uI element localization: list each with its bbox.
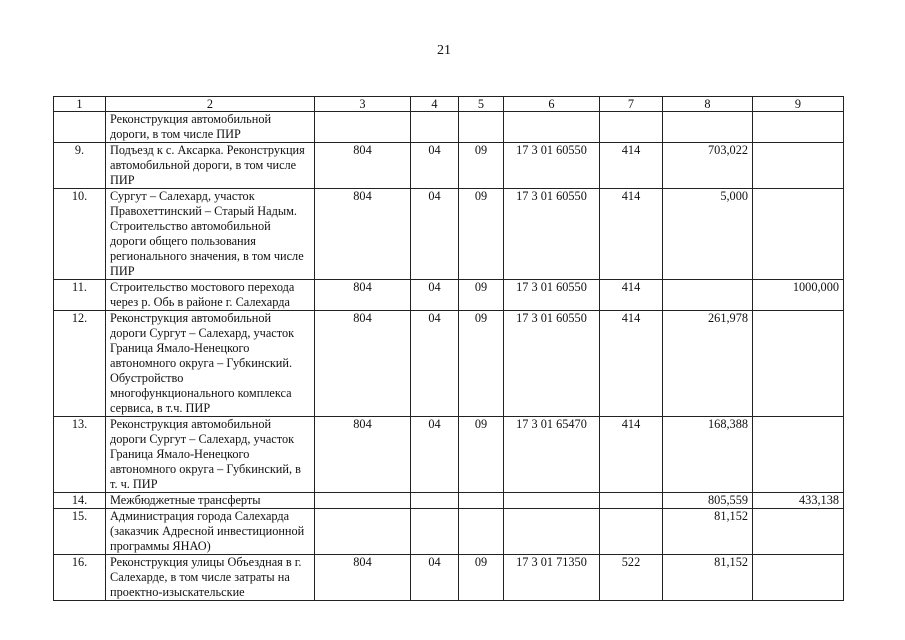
amount2-cell	[753, 143, 844, 189]
target-article-cell	[504, 112, 600, 143]
header-cell: 8	[663, 97, 753, 112]
section-cell: 04	[411, 555, 459, 601]
name-cell: Сургут – Салехард, участок Правохеттинский – Старый Надым. Строительство автомобильной дороги общего пользования регионального значения, в том числе ПИР	[106, 189, 315, 280]
section-cell: 04	[411, 143, 459, 189]
header-cell: 5	[459, 97, 504, 112]
subsection-cell	[459, 509, 504, 555]
subsection-cell: 09	[459, 555, 504, 601]
table-row	[54, 555, 844, 601]
name-cell: Реконструкция улицы Объездная в г. Салехарде, в том числе затраты на проектно-изыскательские	[106, 555, 315, 601]
table-row	[54, 493, 844, 509]
amount-cell: 805,559	[663, 493, 753, 509]
target-article-cell	[504, 493, 600, 509]
expense-type-cell: 414	[600, 417, 663, 493]
amount2-cell: 1000,000	[753, 280, 844, 311]
expense-type-cell	[600, 112, 663, 143]
table-row	[54, 417, 844, 493]
section-cell	[411, 112, 459, 143]
table-header-row	[54, 97, 844, 112]
subsection-cell	[459, 493, 504, 509]
amount2-cell	[753, 417, 844, 493]
table-body	[54, 97, 844, 601]
table-row	[54, 280, 844, 311]
code-cell: 804	[315, 555, 411, 601]
amount2-cell	[753, 112, 844, 143]
section-cell: 04	[411, 280, 459, 311]
header-cell: 4	[411, 97, 459, 112]
row-number-cell: 9.	[54, 143, 106, 189]
expense-type-cell: 414	[600, 189, 663, 280]
row-number-cell	[54, 112, 106, 143]
subsection-cell: 09	[459, 417, 504, 493]
code-cell: 804	[315, 417, 411, 493]
code-cell: 804	[315, 189, 411, 280]
target-article-cell: 17 3 01 65470	[504, 417, 600, 493]
amount2-cell	[753, 509, 844, 555]
table-row	[54, 112, 844, 143]
table-row	[54, 143, 844, 189]
name-cell: Администрация города Салехарда (заказчик Адресной инвестиционной программы ЯНАО)	[106, 509, 315, 555]
amount-cell: 81,152	[663, 555, 753, 601]
name-cell: Строительство мостового перехода через р. Обь в районе г. Салехарда	[106, 280, 315, 311]
table-row	[54, 509, 844, 555]
header-cell: 1	[54, 97, 106, 112]
name-cell: Подъезд к с. Аксарка. Реконструкция автомобильной дороги, в том числе ПИР	[106, 143, 315, 189]
budget-table	[53, 96, 844, 601]
target-article-cell	[504, 509, 600, 555]
amount-cell	[663, 280, 753, 311]
code-cell	[315, 493, 411, 509]
target-article-cell: 17 3 01 60550	[504, 311, 600, 417]
expense-type-cell: 414	[600, 311, 663, 417]
page-number: 21	[437, 43, 451, 58]
amount-cell: 261,978	[663, 311, 753, 417]
row-number-cell: 16.	[54, 555, 106, 601]
expense-type-cell	[600, 493, 663, 509]
expense-type-cell	[600, 509, 663, 555]
code-cell: 804	[315, 143, 411, 189]
amount2-cell	[753, 189, 844, 280]
code-cell: 804	[315, 280, 411, 311]
table-row	[54, 189, 844, 280]
header-cell: 9	[753, 97, 844, 112]
amount2-cell: 433,138	[753, 493, 844, 509]
amount-cell: 703,022	[663, 143, 753, 189]
amount2-cell	[753, 311, 844, 417]
subsection-cell: 09	[459, 143, 504, 189]
row-number-cell: 12.	[54, 311, 106, 417]
amount2-cell	[753, 555, 844, 601]
subsection-cell: 09	[459, 311, 504, 417]
name-cell: Межбюджетные трансферты	[106, 493, 315, 509]
target-article-cell: 17 3 01 60550	[504, 143, 600, 189]
row-number-cell: 10.	[54, 189, 106, 280]
code-cell	[315, 112, 411, 143]
section-cell: 04	[411, 189, 459, 280]
name-cell: Реконструкция автомобильной дороги Сургут – Салехард, участок Граница Ямало-Ненецкого автономного округа – Губкинский, в т. ч. ПИР	[106, 417, 315, 493]
amount-cell	[663, 112, 753, 143]
target-article-cell: 17 3 01 60550	[504, 280, 600, 311]
amount-cell: 81,152	[663, 509, 753, 555]
subsection-cell: 09	[459, 189, 504, 280]
section-cell	[411, 493, 459, 509]
target-article-cell: 17 3 01 71350	[504, 555, 600, 601]
section-cell	[411, 509, 459, 555]
amount-cell: 168,388	[663, 417, 753, 493]
section-cell: 04	[411, 417, 459, 493]
subsection-cell: 09	[459, 280, 504, 311]
name-cell: Реконструкция автомобильной дороги Сургут – Салехард, участок Граница Ямало-Ненецкого автономного округа – Губкинский. Обустройство многофункционального комплекса сервиса, в т.ч. ПИР	[106, 311, 315, 417]
amount-cell: 5,000	[663, 189, 753, 280]
code-cell	[315, 509, 411, 555]
code-cell: 804	[315, 311, 411, 417]
subsection-cell	[459, 112, 504, 143]
target-article-cell: 17 3 01 60550	[504, 189, 600, 280]
header-cell: 7	[600, 97, 663, 112]
header-cell: 2	[106, 97, 315, 112]
row-number-cell: 13.	[54, 417, 106, 493]
row-number-cell: 14.	[54, 493, 106, 509]
section-cell: 04	[411, 311, 459, 417]
expense-type-cell: 522	[600, 555, 663, 601]
row-number-cell: 15.	[54, 509, 106, 555]
name-cell: Реконструкция автомобильной дороги, в том числе ПИР	[106, 112, 315, 143]
table-row	[54, 311, 844, 417]
row-number-cell: 11.	[54, 280, 106, 311]
expense-type-cell: 414	[600, 143, 663, 189]
expense-type-cell: 414	[600, 280, 663, 311]
header-cell: 6	[504, 97, 600, 112]
header-cell: 3	[315, 97, 411, 112]
